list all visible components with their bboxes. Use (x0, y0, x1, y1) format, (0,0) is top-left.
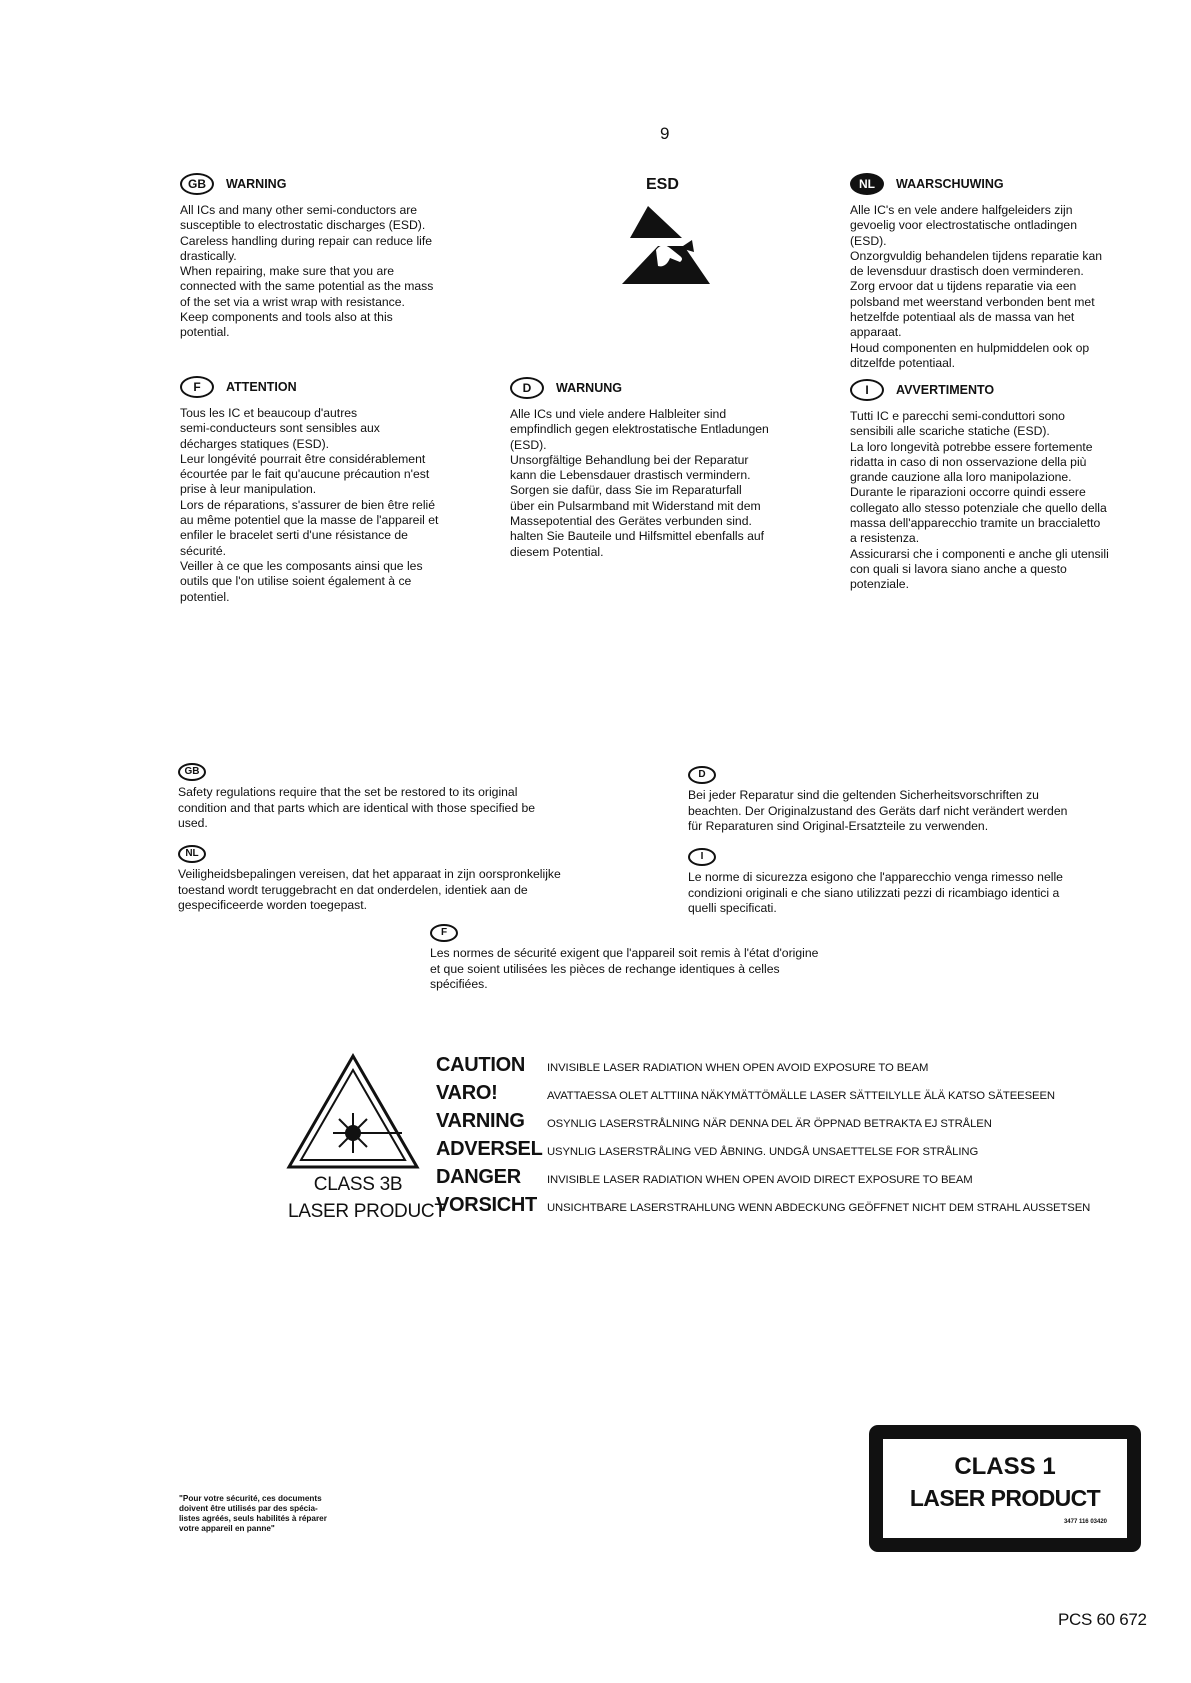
laser-warning-word: ADVERSEL (436, 1138, 543, 1160)
country-badge-f: F (430, 924, 458, 942)
laser-warning-row (436, 1110, 992, 1133)
class1-label-code: 3477 116 03420 (1063, 1519, 1107, 1525)
country-badge-gb: GB (178, 763, 206, 781)
laser-warning-word: VARO! (436, 1082, 498, 1104)
country-badge-f: F (180, 376, 214, 398)
warning-text: Alle ICs und viele andere Halbleiter sind empfindlich gegen elektrostatische Entladungen (ESD). Unsorgfältige Behandlung bei der Reparatur kann die Lebensdauer drastisch vermindern. Sorgen sie dafür, dass Sie im Reparaturfall über ein Pulsarmband mit Widerstand mit dem Massepotential des Gerätes verbunden sind. halten Sie Bauteile und Hilfsmittel ebenfalls auf diesem Potential. (510, 407, 769, 559)
page-number: 9 (660, 124, 670, 143)
laser-warning-text: OSYNLIG LASERSTRÅLNING NÄR DENNA DEL ÄR ÖPPNAD BETRAKTA EJ STRÅLEN (547, 1118, 992, 1130)
country-badge-gb: GB (180, 173, 214, 195)
esd-title: ESD (646, 176, 679, 193)
laser-warning-row (436, 1082, 1055, 1105)
warning-title: WARNUNG (556, 381, 622, 395)
warning-f (180, 376, 480, 605)
warning-gb (180, 173, 480, 341)
warning-title: ATTENTION (226, 380, 297, 394)
laser-warning-row (436, 1138, 978, 1161)
document-code: PCS 60 672 (1058, 1610, 1147, 1629)
warning-text: All ICs and many other semi-conductors are susceptible to electrostatic discharges (ESD). Careless handling during repair can reduce life drastically. When repairing, make sure that you are connected with the same potential as the mass of the set via a wrist wrap with resistance. Keep components and tools also at this potential. (180, 203, 434, 340)
safety-text: Veiligheidsbepalingen vereisen, dat het apparaat in zijn oorspronkelijke toestand wordt teruggebracht en dat onderdelen, identiek aan de gespecificeerde worden toegepast. (178, 867, 561, 912)
warning-title: WAARSCHUWING (896, 177, 1004, 191)
safety-gb (178, 761, 628, 832)
warning-i (850, 379, 1150, 593)
safety-text: Les normes de sécurité exigent que l'appareil soit remis à l'état d'origine et que soient utilisées les pièces de rechange identiques à celles spécifiées. (430, 946, 819, 991)
safety-f (430, 922, 900, 993)
laser-warning-word: DANGER (436, 1166, 521, 1188)
laser-warning-text: INVISIBLE LASER RADIATION WHEN OPEN AVOID DIRECT EXPOSURE TO BEAM (547, 1174, 973, 1186)
laser-warning-word: CAUTION (436, 1054, 526, 1076)
laser-warning-word: VORSICHT (436, 1194, 537, 1216)
laser-warning-text: USYNLIG LASERSTRÅLING VED ÅBNING. UNDGÅ UNSAETTELSE FOR STRÅLING (547, 1146, 979, 1158)
class1-label-line2: LASER PRODUCT (909, 1485, 1101, 1511)
laser-warning-text: AVATTAESSA OLET ALTTIINA NÄKYMÄTTÖMÄLLE LASER SÄTTEILYLLE ÄLÄ KATSO SÄTEESEEN (547, 1090, 1055, 1102)
safety-d (688, 764, 1148, 835)
warning-d (510, 377, 820, 560)
warning-text: Alle IC's en vele andere halfgeleiders zijn gevoelig voor electrostatische ontladingen (ESD). Onzorgvuldig behandelen tijdens reparatie kan de levensduur drastisch doen verminderen. Zorg ervoor dat u tijdens reparatie via een polsband met weerstand verbonden bent met hetzelfde potentiaal als de massa van het apparaat. Houd componenten en hulpmiddelen ook op ditzelfde potentiaal. (850, 203, 1103, 370)
safety-text: Safety regulations require that the set be restored to its original condition and that parts which are identical with those specified be used. (178, 785, 536, 830)
country-badge-nl: NL (850, 173, 884, 195)
class1-laser-label (869, 1425, 1141, 1552)
country-badge-i: I (688, 848, 716, 866)
laser-warning-row (436, 1166, 973, 1189)
safety-i (688, 846, 1148, 917)
warning-title: WARNING (226, 177, 287, 191)
laser-warning-text: INVISIBLE LASER RADIATION WHEN OPEN AVOID EXPOSURE TO BEAM (547, 1062, 929, 1074)
warning-title: AVVERTIMENTO (896, 383, 995, 397)
safety-text: Bei jeder Reparatur sind die geltenden Sicherheitsvorschriften zu beachten. Der Originalzustand des Geräts darf nicht verändert werden für Reparaturen sind Original-Ersatzteile zu verwenden. (688, 788, 1068, 833)
laser-warning-triangle-icon (286, 1053, 420, 1171)
laser-class-label: CLASS 3B (313, 1174, 403, 1195)
warning-text: Tous les IC et beaucoup d'autres semi-conducteurs sont sensibles aux décharges statiques (ESD). Leur longévité pourrait être considérablement écourtée par le fait qu'aucune précaution n'est prise à leur manipulation. Lors de réparations, s'assurer de bien être relié au même potentiel que la masse de l'appareil et enfiler le bracelet serti d'une résistance de sécurité. Veiller à ce que les composants ainsi que les outils que l'on utilise soient également à ce potentiel. (180, 406, 439, 604)
country-badge-i: I (850, 379, 884, 401)
safety-text: Le norme di sicurezza esigono che l'apparecchio venga rimesso nelle condizioni originali e che siano utilizzati pezzi di ricambiago identici a quelli specificati. (688, 870, 1063, 915)
esd-symbol-icon (616, 206, 716, 286)
laser-warning-row (436, 1054, 928, 1077)
service-note: "Pour votre sécurité, ces documents doivent être utilisés par des spécia- listes agréés, seuls habilités à réparer votre appareil en panne" (179, 1494, 327, 1533)
laser-warning-text: UNSICHTBARE LASERSTRAHLUNG WENN ABDECKUNG GEÖFFNET NICHT DEM STRAHL AUSSETSEN (547, 1202, 1091, 1214)
laser-product-label: LASER PRODUCT (288, 1201, 446, 1222)
country-badge-d: D (510, 377, 544, 399)
laser-warning-row (436, 1194, 1090, 1217)
laser-warning-word: VARNING (436, 1110, 525, 1132)
country-badge-nl: NL (178, 845, 206, 863)
country-badge-d: D (688, 766, 716, 784)
warning-text: Tutti IC e parecchi semi-conduttori sono sensibili alle scariche statiche (ESD). La loro longevità potrebbe essere fortemente ridatta in caso di non osservazione della più grande cauzione alla loro manipolazione. Durante le riparazioni occorre quindi essere collegato allo stesso potenziale che quello della massa dell'apparecchio tramite un braccialetto a resistenza. Assicurarsi che i componenti e anche gli utensili con quali si lavora siano anche a questo potenziale. (850, 409, 1109, 592)
warning-nl (850, 173, 1150, 371)
class1-label-line1: CLASS 1 (954, 1453, 1056, 1480)
safety-nl (178, 843, 628, 914)
